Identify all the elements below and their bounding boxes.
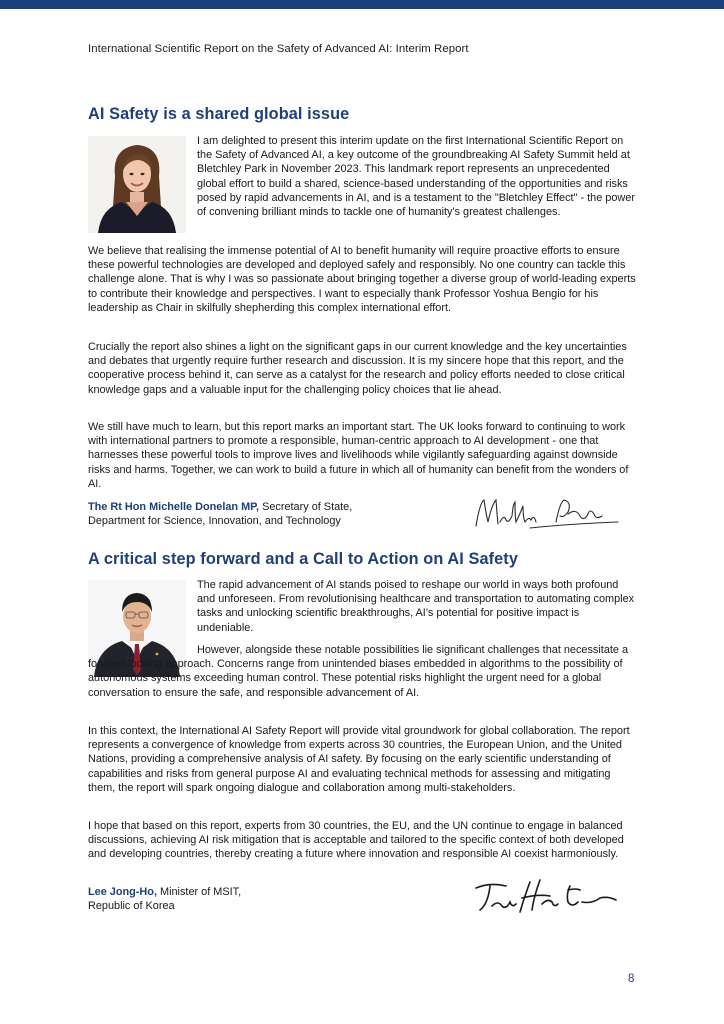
section-title-call-to-action: A critical step forward and a Call to Action on AI Safety — [88, 550, 518, 568]
signatory-1-line-1 — [88, 500, 352, 514]
signatory-1-name: The Rt Hon Michelle Donelan MP, — [88, 501, 260, 513]
signatory-2-line-2: Republic of Korea — [88, 900, 175, 912]
section-title-shared-global-issue: AI Safety is a shared global issue — [88, 105, 350, 123]
signatory-2-role: Minister of MSIT, — [156, 886, 242, 898]
handwritten-signature-donelan — [468, 492, 628, 534]
section1-paragraph-2: We believe that realising the immense potential of AI to benefit humanity will require proactive efforts to ensure these powerful technologies are developed and deployed safely and responsibly. No one country can tackle this challenge alone. That is why I was so passionate about bringing together a diverse group of world-leading experts to contribute their knowledge and perspectives. I want to especially thank Professor Yoshua Bengio for his leadership as Chair in skilfully shepherding this complex international effort. — [88, 245, 636, 314]
handwritten-signature-lee — [468, 876, 628, 920]
portrait-michelle-donelan — [88, 136, 186, 233]
section2-paragraph-4: I hope that based on this report, experts from 30 countries, the EU, and the UN continue to engage in balanced discussions, achieving AI risk mitigation that is acceptable and tailored to the specific context of both developed and developing countries, thereby creating a future where innovation and responsible AI coexist harmoniously. — [88, 820, 624, 861]
top-accent-bar — [0, 0, 724, 9]
signatory-2-line-1 — [88, 885, 241, 899]
signatory-2-name: Lee Jong-Ho, — [88, 886, 157, 898]
section1-paragraph-3: Crucially the report also shines a light on the significant gaps in our current knowledge and the key uncertainties and debates that urgently require further research and discussion. It is my sincere hope that this report, and the cooperative process behind it, can serve as a catalyst for the research and policy efforts needed to close critical knowledge gaps and a valuable input for the challenging policy choices that lie ahead. — [88, 341, 627, 396]
signatory-1-role: Secretary of State, — [259, 501, 353, 513]
page-number: 8 — [628, 973, 635, 985]
section1-paragraph-1: I am delighted to present this interim update on the first International Scientific Report on the Safety of Advanced AI, a key outcome of the groundbreaking AI Safety Summit held at Bletchley Park in November 2023. This landmark report represents an unprecedented global effort to build a shared, science-based understanding of the opportunities and risks posed by rapid advancements in AI, and is a testament to the "Bletchley Effect" - the power of convening brilliant minds to tackle one of humanity's greatest challenges. — [197, 135, 635, 219]
running-header: International Scientific Report on the Safety of Advanced AI: Interim Report — [88, 43, 469, 55]
section2-paragraph-1: The rapid advancement of AI stands poised to reshape our world in ways both profound and unforeseen. From revolutionising healthcare and transportation to automating complex tasks and unlocking scientific breakthroughs, AI's potential for positive impact is undeniable. — [197, 579, 635, 634]
section1-paragraph-4: We still have much to learn, but this report marks an important start. The UK looks forward to continuing to work with international partners to promote a responsible, human-centric approach to AI development - one that harnesses these powerful tools to improve lives and livelihoods while vigilantly safeguarding against downside risks and harms. Together, we can work to build a future in which all of humanity can benefit from the wonders of AI. — [88, 421, 629, 490]
section2-paragraph-2: However, alongside these notable possibilities lie significant challenges that necessitate a forward-looking approach. Concerns range from unintended biases embedded in algorithms to the possibility of autonomous systems exceeding human control. These potential risks highlight the urgent need for a global conversation to ensure the safe, and responsible advancement of AI. — [88, 644, 629, 699]
signatory-1-line-2: Department for Science, Innovation, and Technology — [88, 515, 341, 527]
section2-paragraph-3: In this context, the International AI Safety Report will provide vital groundwork for global collaboration. The report represents a convergence of knowledge from experts across 30 countries, the European Union, and the United Nations, providing a comprehensive analysis of AI safety. By focusing on the early scientific understanding of capabilities and risks from general purpose AI and evaluating technical methods for assessing and mitigating them, the report will spark ongoing dialogue and collaboration among multi-stakeholders. — [88, 725, 630, 794]
